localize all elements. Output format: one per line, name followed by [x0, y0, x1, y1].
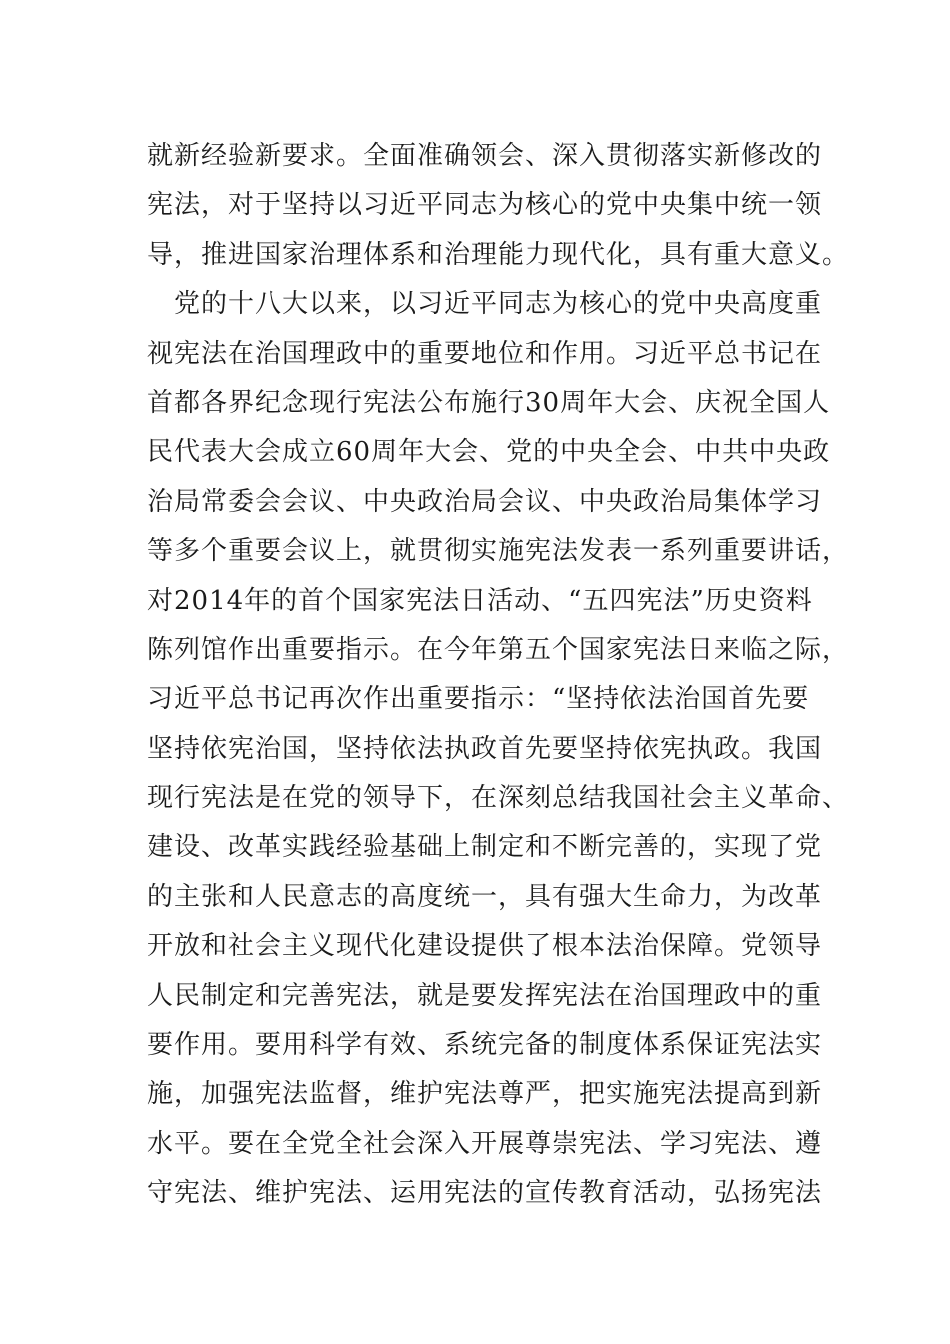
text-line: 守宪法、维护宪法、运用宪法的宣传教育活动，弘扬宪法: [147, 1178, 823, 1209]
text-line: 现行宪法是在党的领导下，在深刻总结我国社会主义革命、: [147, 783, 850, 814]
text-line: 坚持依宪治国，坚持依法执政首先要坚持依宪执政。我国: [147, 733, 823, 764]
text-line: 水平。要在全党全社会深入开展尊崇宪法、学习宪法、遵: [147, 1128, 823, 1159]
text-line: 治局常委会会议、中央政治局会议、中央政治局集体学习: [147, 486, 823, 517]
text-line: 对2014年的首个国家宪法日活动、“五四宪法”历史资料: [147, 585, 813, 616]
text-line: 要作用。要用科学有效、系统完备的制度体系保证宪法实: [147, 1030, 823, 1061]
text-line: 民代表大会成立60周年大会、党的中央全会、中共中央政: [147, 437, 831, 468]
text-line: 导，推进国家治理体系和治理能力现代化，具有重大意义。: [147, 239, 850, 270]
text-line: 开放和社会主义现代化建设提供了根本法治保障。党领导: [147, 931, 823, 962]
body-text: [147, 132, 850, 1219]
text-line: 等多个重要会议上，就贯彻实施宪法发表一系列重要讲话，: [147, 536, 850, 567]
text-line: 习近平总书记再次作出重要指示：“坚持依法治国首先要: [147, 684, 810, 715]
text-line: 的主张和人民意志的高度统一，具有强大生命力，为改革: [147, 881, 823, 912]
text-line: 陈列馆作出重要指示。在今年第五个国家宪法日来临之际，: [147, 634, 850, 665]
text-line: 人民制定和完善宪法，就是要发挥宪法在治国理政中的重: [147, 980, 823, 1011]
text-line: 党的十八大以来，以习近平同志为核心的党中央高度重: [147, 289, 823, 320]
text-line: 首都各界纪念现行宪法公布施行30周年大会、庆祝全国人: [147, 387, 831, 418]
text-line: 就新经验新要求。全面准确领会、深入贯彻落实新修改的: [147, 141, 823, 171]
text-line: 视宪法在治国理政中的重要地位和作用。习近平总书记在: [147, 338, 823, 369]
text-line: 建设、改革实践经验基础上制定和不断完善的，实现了党: [147, 832, 823, 863]
text-line: 宪法，对于坚持以习近平同志为核心的党中央集中统一领: [147, 190, 823, 221]
text-line: 施，加强宪法监督，维护宪法尊严，把实施宪法提高到新: [147, 1079, 823, 1110]
